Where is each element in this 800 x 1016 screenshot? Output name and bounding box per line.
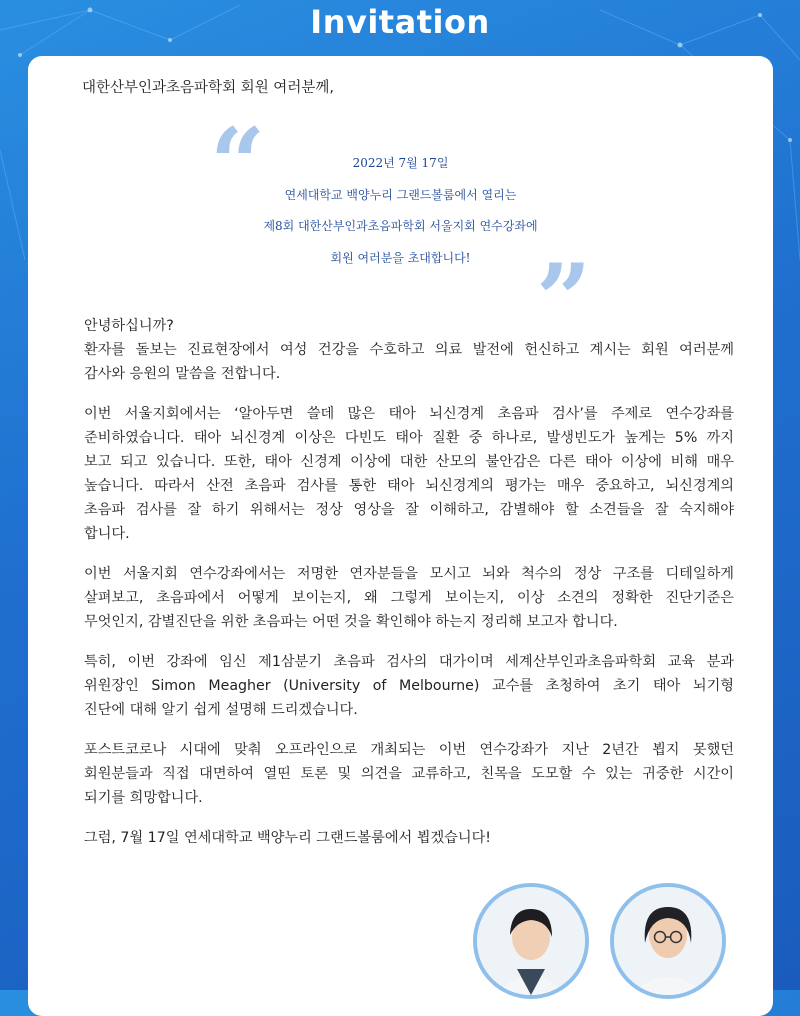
headline [28, 148, 773, 274]
paragraph-line: 회원분들과 직접 대면하여 열띤 토론 및 의견을 교류하고, 친목을 도모할 수 있는 귀중한 시간이 [84, 766, 734, 782]
invitation-card [28, 56, 773, 1016]
paragraph-line: 높습니다. 따라서 산전 초음파 검사를 통한 태아 뇌신경계의 평가는 매우 중요하고, 뇌신경계의 [84, 478, 734, 494]
greeting: 대한산부인과초음파학회 회원 여러분께, [82, 80, 334, 96]
headline-line: 회원 여러분을 초대합니다! [330, 250, 471, 265]
speaker-portrait-icon [614, 887, 722, 995]
paragraph-line: 살펴보고, 초음파에서 어떻게 보이는지, 왜 그렇게 보이는지, 이상 소견의 정확한 진단기준은 [84, 590, 734, 606]
paragraph-line: 합니다. [84, 526, 130, 542]
headline-line: 연세대학교 백양누리 그랜드볼룸에서 열리는 [284, 187, 517, 202]
headline-line: 2022년 7월 17일 [352, 156, 449, 170]
left-double-quote-icon: “ [210, 107, 266, 220]
paragraph-line: 초음파 검사를 잘 하기 위해서는 정상 영상을 잘 이해하고, 감별해야 할 소견들을 잘 숙지해야 [84, 502, 734, 518]
paragraph-line: 위원장인 Simon Meagher (University of Melbourne) 교수를 초청하여 초기 태아 뇌기형 [84, 678, 734, 694]
paragraph-line: 포스트코로나 시대에 맞춰 오프라인으로 개최되는 이번 연수강좌가 지난 2년간 뵙지 못했던 [84, 742, 734, 758]
headline-line: 제8회 대한산부인과초음파학회 서울지회 연수강좌에 [263, 219, 538, 233]
paragraph [84, 562, 734, 634]
paragraph-line: 되기를 희망합니다. [84, 790, 203, 806]
paragraph-line: 그럼, 7월 17일 연세대학교 백양누리 그랜드볼룸에서 뵙겠습니다! [84, 830, 491, 846]
paragraph-line: 이번 서울지회 연수강좌에서는 저명한 연자분들을 모시고 뇌와 척수의 정상 구조를 디테일하게 [84, 566, 734, 582]
page-title: Invitation [310, 3, 490, 41]
paragraph-line: 이번 서울지회에서는 ‘알아두면 쓸데 많은 태아 뇌신경계 초음파 검사’를 주제로 연수강좌를 [84, 406, 734, 422]
paragraph-line: 특히, 이번 강좌에 임신 제1삼분기 초음파 검사의 대가이며 세계산부인과초음파학회 교육 분과 [84, 654, 734, 670]
paragraph-line: 안녕하십니까? [84, 318, 174, 334]
speaker-portrait-icon [477, 887, 585, 995]
avatar [473, 883, 589, 999]
avatar [610, 883, 726, 999]
paragraph [84, 314, 734, 386]
paragraph [84, 826, 734, 850]
paragraph-line: 감사와 응원의 말씀을 전합니다. [84, 366, 281, 382]
paragraph-line: 무엇인지, 감별진단을 위한 초음파는 어떤 것을 확인해야 하는지 정리해 보고자 합니다. [84, 614, 618, 630]
paragraph-line: 보고 되고 있습니다. 또한, 태아 신경계 이상에 대한 산모의 불안감은 다른 태아 이상에 비해 매우 [84, 454, 734, 470]
right-double-quote-icon: ” [536, 243, 592, 356]
paragraph [84, 402, 734, 546]
paragraph [84, 650, 734, 722]
paragraph [84, 738, 734, 810]
paragraph-line: 환자를 돌보는 진료현장에서 여성 건강을 수호하고 의료 발전에 헌신하고 계시는 회원 여러분께 [84, 342, 734, 358]
paragraph-line: 준비하였습니다. 태아 뇌신경계 이상은 다빈도 태아 질환 중 하나로, 발생빈도가 높게는 5% 까지 [84, 430, 734, 446]
paragraph-line: 진단에 대해 알기 쉽게 설명해 드리겠습니다. [84, 702, 358, 718]
letter-body [84, 314, 734, 866]
